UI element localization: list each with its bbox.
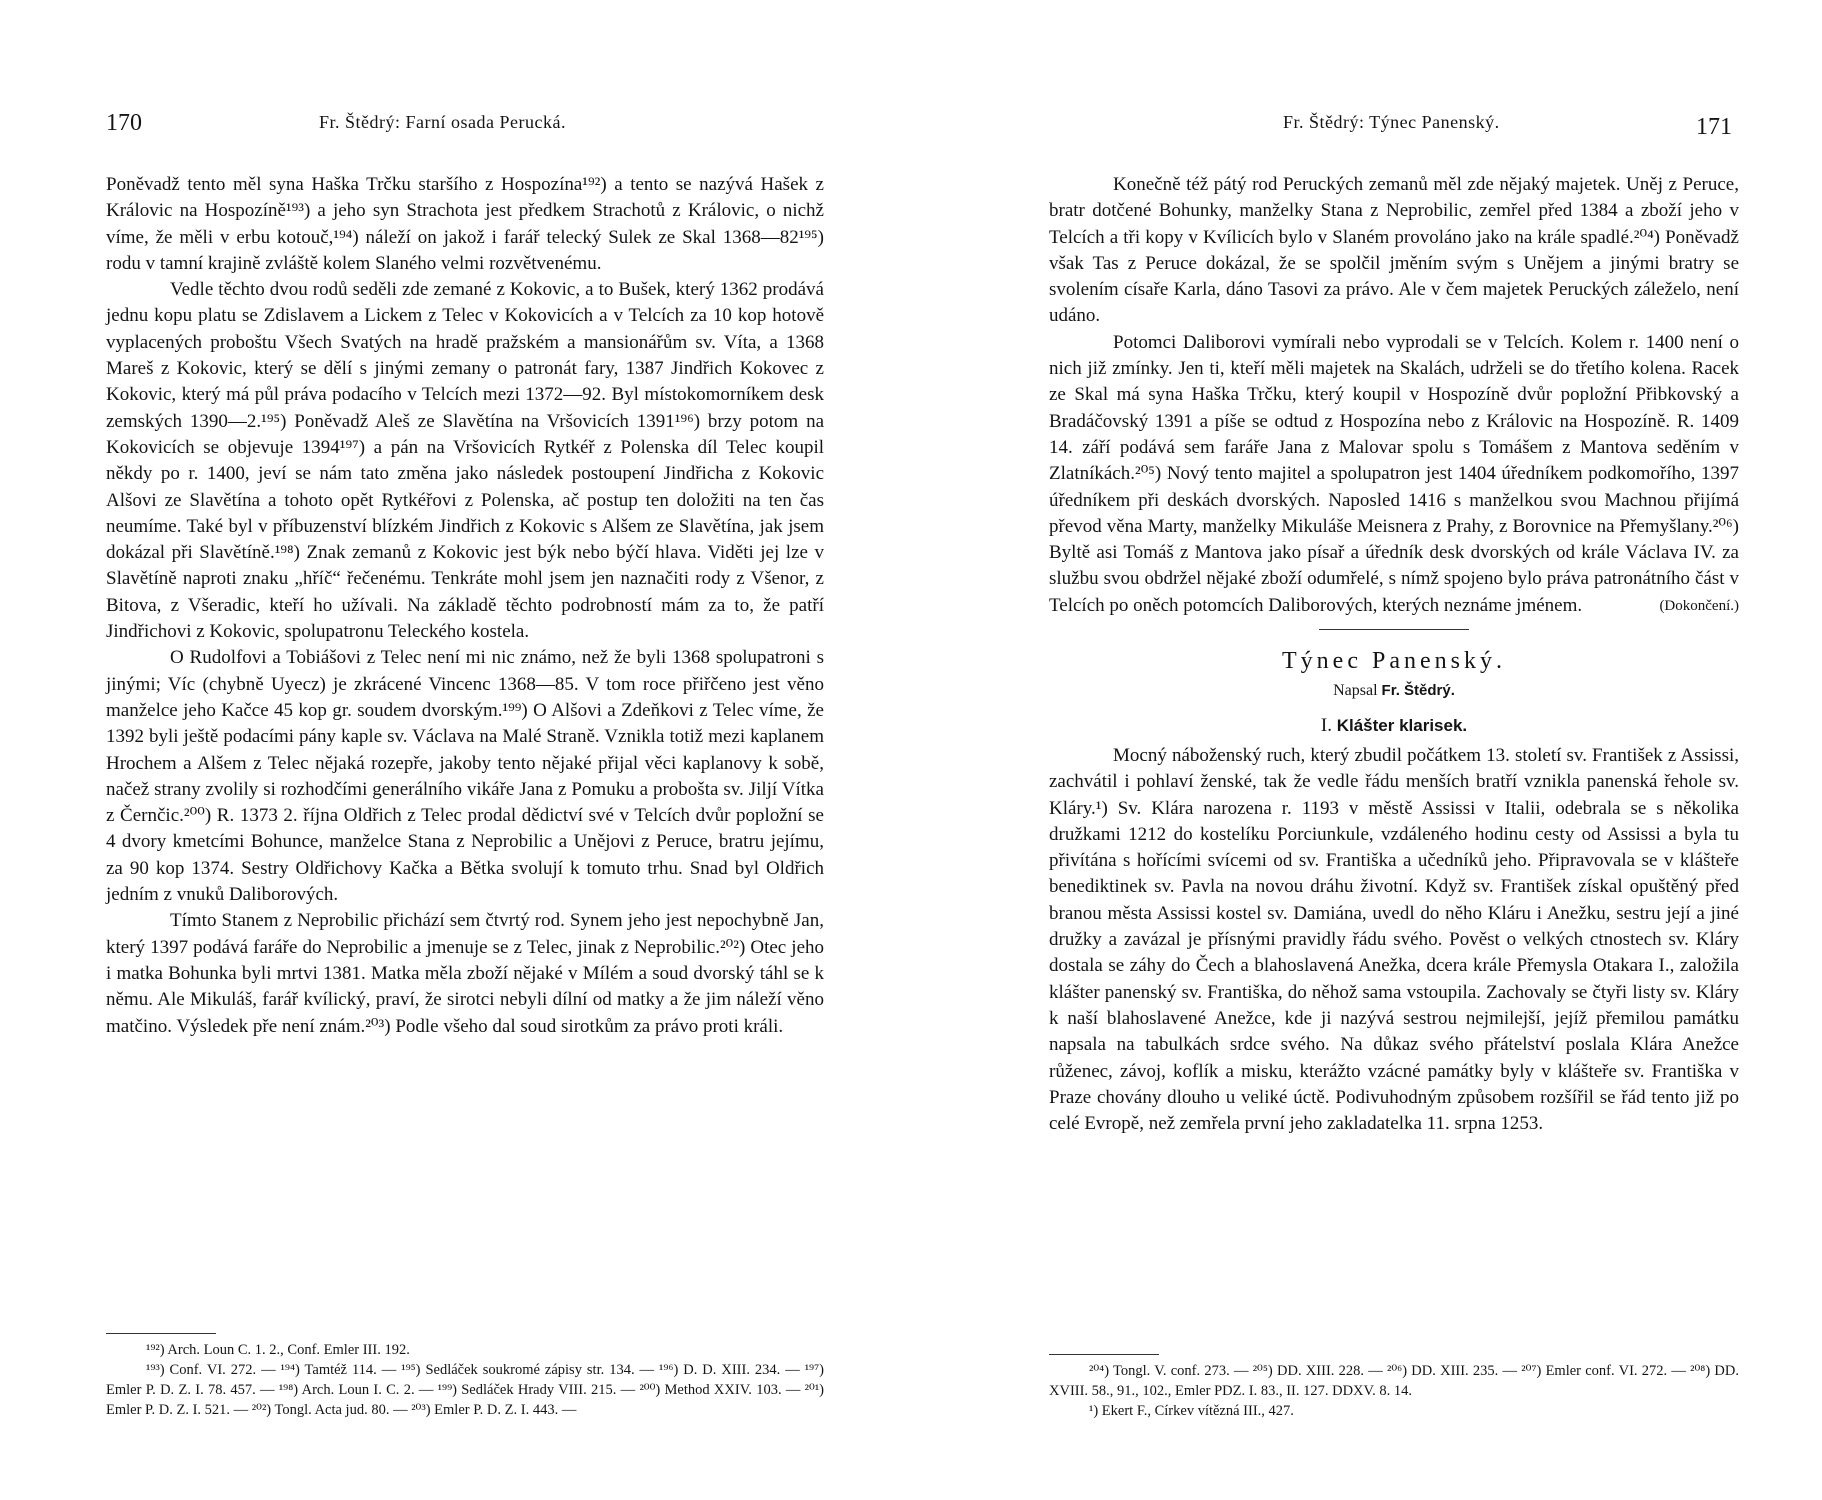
right-page	[911, 0, 1822, 1500]
right-body-text	[1049, 172, 1739, 1137]
article-paragraph: Mocný náboženský ruch, který zbudil počátkem 13. století sv. František z Assissi, zachvátil i pohlaví ženské, tak že vedle řádu menších bratří vznikla panenská řehole sv. Kláry.¹) Sv. Klára narozena r. 1193 v městě Assissi v Italii, odebrala se s několika družkami 1212 do kostelíku Porciunkule, vzdáleného hodinu cesty od Assissi a byla tu přivítána s hořícími svícemi od sv. Františka a učedníků jeho. Připravovala se v klášteře benediktinek sv. Pavla na novou dráhu životní. Když sv. František získal opuštěný před branou města Assissi kostel sv. Damiána, uvedl do něho Kláru i Anežku, sestru její a jiné družky a zavázal je přísnými pravidly řádu svého. Pověst o velkých ctnostech sv. Kláry dostala se záhy do Čech a blahoslavená Anežka, dcera krále Přemysla Otakara I., založila klášter panenský sv. Františka, do něhož sama vstoupila. Zachovaly se čtyři listy sv. Kláry k naší blahoslavené Anežce, kde ji nazývá sestrou nejmilejší, jejíž přemilou památku napsala na tabulkách srdce svého. Na důkaz svého přátelství poslala Klára Anežce růženec, závoj, koflík a misku, kterážto vzácné památky byly v klášteře sv. Františka v Praze chovány dlouho u veliké úctě. Podivuhodným způsobem rozšířil se řád tento již po celé Evropě, než zemřela první jeho zakladatelka 11. srpna 1253.	[1049, 744, 1739, 1135]
section-number: I.	[1320, 714, 1332, 736]
right-running-head: Fr. Štědrý: Týnec Panenský.	[1283, 112, 1500, 132]
section-heading	[1049, 713, 1739, 739]
end-mark: (Dokončení.)	[1659, 597, 1739, 614]
left-paragraph: Tímto Stanem z Neprobilic přichází sem čtvrtý rod. Synem jeho jest nepochybně Jan, který 1397 podává faráře do Neprobilic a jmenuje se z Telec, jinak z Neprobilic.²⁰²) Otec jeho i matka Bohunka byli mrtvi 1381. Matka měla zboží nějaké v Mílém a soud dvorský táhl se k němu. Ale Mikuláš, farář kvílický, praví, že sirotci nebyli dílní od matky a že jim náleží věno matčino. Výsledek pře není znám.²⁰³) Podle všeho dal soud sirotkům za právo proti králi.	[106, 910, 824, 1037]
left-page-number: 170	[106, 110, 142, 136]
right-paragraph	[1049, 330, 1739, 619]
right-paragraph: Konečně též pátý rod Peruckých zemanů měl zde nějaký majetek. Uněj z Peruce, bratr dotčené Bohunky, manželky Stana z Neprobilic, zemřel před 1384 a zboží jeho v Telcích a tři kopy v Kvílicích bylo v Slaném provoláno jako na krále spadlé.²⁰⁴) Poněvadž však Tas z Peruce dokázal, že se spolčil jměním svým s Unějem a jinými bratry se svolením císaře Karla, dáno Tasovi za právo. Ale v čem majetek Peruckých záleželo, není udáno.	[1049, 174, 1739, 327]
footnote: ²⁰⁴) Tongl. V. conf. 273. — ²⁰⁵) DD. XIII. 228. — ²⁰⁶) DD. XIII. 235. — ²⁰⁷) Emler conf. VI. 272. — ²⁰⁸) DD. XVIII. 58., 91., 102., Emler PDZ. I. 83., II. 127. DDXV. 8. 14.	[1049, 1363, 1739, 1399]
footnote-rule	[1049, 1354, 1159, 1355]
right-footnotes	[1049, 1354, 1739, 1421]
footnote: ¹) Ekert F., Církev vítězná III., 427.	[1089, 1403, 1294, 1419]
byline-prefix: Napsal	[1333, 682, 1378, 700]
article-author: Fr. Štědrý.	[1381, 682, 1455, 700]
article-title: Týnec Panenský.	[1282, 648, 1506, 675]
footnote-rule	[106, 1333, 216, 1334]
article-byline	[1049, 678, 1739, 704]
left-body-text	[106, 172, 824, 1040]
left-paragraph: Poněvadž tento měl syna Haška Trčku staršího z Hospozína¹⁹²) a tento se nazývá Hašek z Královic na Hospozíně¹⁹³) a jeho syn Strachota jest předkem Strachotů z Královic, o nichž víme, že měli v erbu kotouč,¹⁹⁴) náleží on jakož i farář telecký Sulek ze Skal 1368—82¹⁹⁵) rodu v tamní krajině zvláště kolem Slaného velmi rozvětvenému.	[106, 174, 824, 274]
footnote: ¹⁹²) Arch. Loun C. 1. 2., Conf. Emler III. 192.	[146, 1342, 410, 1358]
left-paragraph: O Rudolfovi a Tobiášovi z Telec není mi nic známo, než že byli 1368 spolupatroni s jinými; Víc (chybně Uyecz) je zkrácené Vincenc 1368—85. V tom roce přiřčeno jest věno manželce jeho Kačce 45 kop gr. soudem dvorským.¹⁹⁹) O Alšovi a Zdeňkovi z Telec víme, že 1392 byli ještě podacími pány kaple sv. Václava na Malé Straně. Vznikla totiž mezi kaplanem Hrochem a Alšem z Telec nějaká rozepře, jakoby tento nějaké přijal věci kaplanovy k sobě, načež strany zvolily si rozhodčími generálního vikáře Jana z Pomuku a probošta sv. Jiljí Vítka z Černčic.²⁰⁰) R. 1373 2. října Oldřich z Telec prodal dědictví své v Telcích dvůr popložní se 4 dvory kmetcími Bohunce, manželce Stana z Neprobilic a Unějovi z Peruce, bratru jejímu, za 90 kop 1374. Sestry Oldřichovy Kačka a Bětka svolují k tomuto trhu. Snad byl Oldřich jedním z vnuků Daliborových.	[106, 647, 824, 906]
left-running-head: Fr. Štědrý: Farní osada Perucká.	[319, 112, 566, 132]
right-paragraph-text: Potomci Daliborovi vymírali nebo vyprodali se v Telcích. Kolem r. 1400 není o nich již zmínky. Jen ti, kteří měli majetek na Skalách, udrželi se do třetího kolena. Racek ze Skal má syna Haška Trčku, který koupil v Hospozíně dvůr popložní Přibkovský a Bradáčovský 1391 a píše se odtud z Hospozína nebo z Královic na Hospozíně. R. 1409 14. září podává sem faráře Jana z Malovar spolu s Tomášem z Mantova seděním v Zlatníkách.²⁰⁵) Nový tento majitel a spolupatron jest 1404 úředníkem podkomořího, 1397 úředníkem při deskách dvorských. Naposled 1416 s manželkou svou Machnou přijímá převod věna Marty, manželky Mikuláše Meisnera z Prahy, z Borovnice na Přemyšlany.²⁰⁶) Byltě asi Tomáš z Mantova jako písař a úředník desk dvorských od krále Václava IV. za službu svou obdržel nějaké zboží odumřelé, s nímž spojeno bylo práva patronátního část v Telcích po oněch potomcích Daliborových, kterých neznáme jménem.	[1049, 331, 1739, 616]
left-paragraph: Vedle těchto dvou rodů seděli zde zemané z Kokovic, a to Bušek, který 1362 prodává jednu kopu platu se Zdislavem a Lickem z Telec v Kokovicích a v Telcích za 10 kop hotově vyplacených proboštu Všech Svatých na hradě pražském a mansionářům sv. Víta, a 1368 Mareš z Kokovic, který se dělí s jinými zemany o patronát fary, 1387 Jindřich Kokovec z Kokovic, který má půl práva podacího v Telcích mezi 1372—92. Byl místokomorníkem desk zemských 1390—2.¹⁹⁵) Poněvadž Aleš ze Slavětína na Vršovicích 1391¹⁹⁶) brzy potom na Kokovicích se objevuje 1394¹⁹⁷) a pán na Vršovicích Rytkéř z Polenska díl Telec koupil někdy po r. 1400, jeví se nám tato změna jako následek postoupení Jindřicha z Kokovic Alšovi ze Slavětína a tohoto opět Rytkéřovi z Polenska, ač postup ten doložiti na ten čas neumíme. Také byl v příbuzenství blízkém Jindřich z Kokovic s Alšem ze Slavětína, jak jsem dokázal při Slavětíně.¹⁹⁸) Znak zemanů z Kokovic jest býk nebo býčí hlava. Viděti jej lze v Slavětíně naproti znaku „hříč“ řečenému. Tenkráte mohl jsem jen naznačiti rody z Všenor, z Bitova, z Všeradic, kteří ho užívali. Na základě těchto podrobností mám za to, že patří Jindřichovi z Kokovic, spolupatronu Teleckého kostela.	[106, 279, 824, 643]
article-divider	[1319, 629, 1469, 630]
left-footnotes	[106, 1333, 824, 1420]
footnote: ¹⁹³) Conf. VI. 272. — ¹⁹⁴) Tamtéž 114. — ¹⁹⁵) Sedláček soukromé zápisy str. 134. — ¹⁹⁶) D. D. XIII. 234. — ¹⁹⁷) Emler P. D. Z. I. 78. 457. — ¹⁹⁸) Arch. Loun I. C. 2. — ¹⁹⁹) Sedláček Hrady VIII. 215. — ²⁰⁰) Method XXIV. 103. — ²⁰¹) Emler P. D. Z. I. 521. — ²⁰²) Tongl. Acta jud. 80. — ²⁰³) Emler P. D. Z. I. 443. —	[106, 1362, 824, 1418]
right-page-number: 171	[1696, 114, 1732, 140]
section-title: Klášter klarisek.	[1336, 715, 1468, 735]
